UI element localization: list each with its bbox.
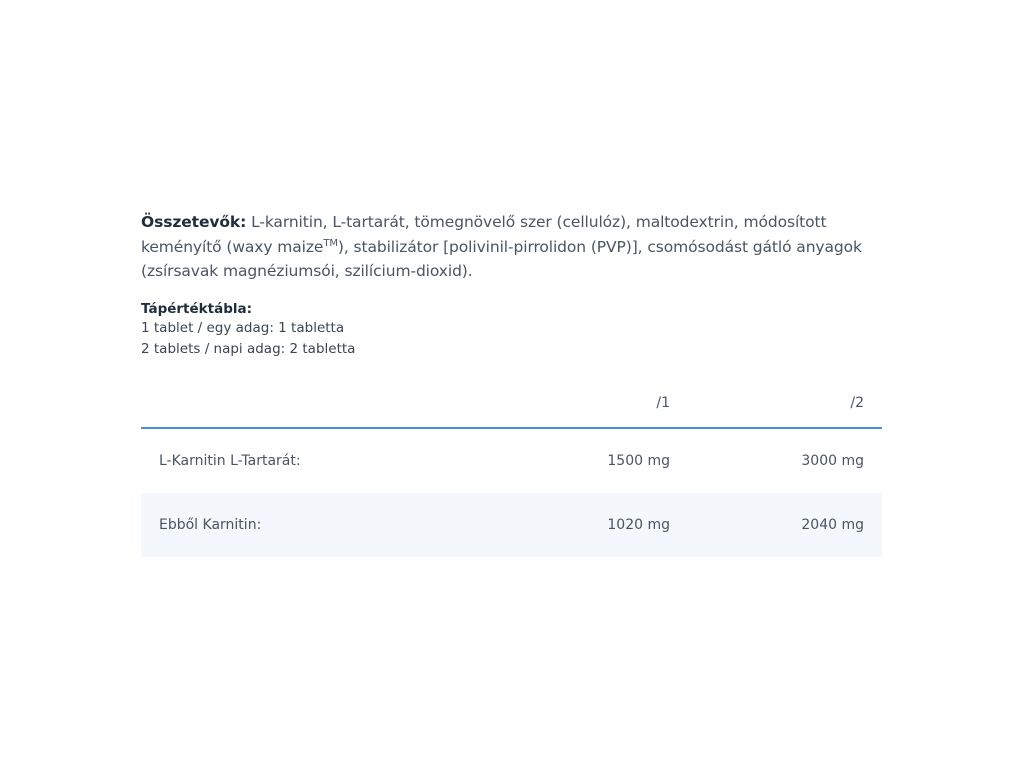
ingredients-text-1: L-karnitin, L-tartarát, tömegnövelő szer (cellulóz), maltodextrin, módosított keményítő (waxy maize [141,213,827,256]
nutrient-name: Ebből Karnitin: [159,516,262,533]
nutrient-per-2: 3000 mg [801,452,864,469]
nutrient-per-2: 2040 mg [801,516,864,533]
table-row [141,429,882,493]
ingredients-paragraph [141,210,883,284]
table-header [141,379,882,429]
ingredients-label: Összetevők: [141,213,247,231]
header-per-1: /1 [656,394,670,411]
nutrient-per-1: 1500 mg [607,452,670,469]
nutrient-name: L-Karnitin L-Tartarát: [159,452,301,469]
trademark-sup: TM [323,237,338,249]
nutrition-title: Tápértéktábla: [141,300,253,317]
ingredients-text-2: ), stabilizátor [polivinil-pirrolidon (PVP)], csomósodást gátló anyagok (zsírsavak magnéziumsói, szilícium-dioxid). [141,237,862,280]
table-row [141,493,882,557]
serving-line-1: 1 tablet / egy adag: 1 tabletta [141,319,345,336]
header-per-2: /2 [850,394,864,411]
nutrition-table [141,379,882,557]
product-info [141,210,883,557]
nutrient-per-1: 1020 mg [607,516,670,533]
serving-line-2: 2 tablets / napi adag: 2 tabletta [141,341,356,357]
